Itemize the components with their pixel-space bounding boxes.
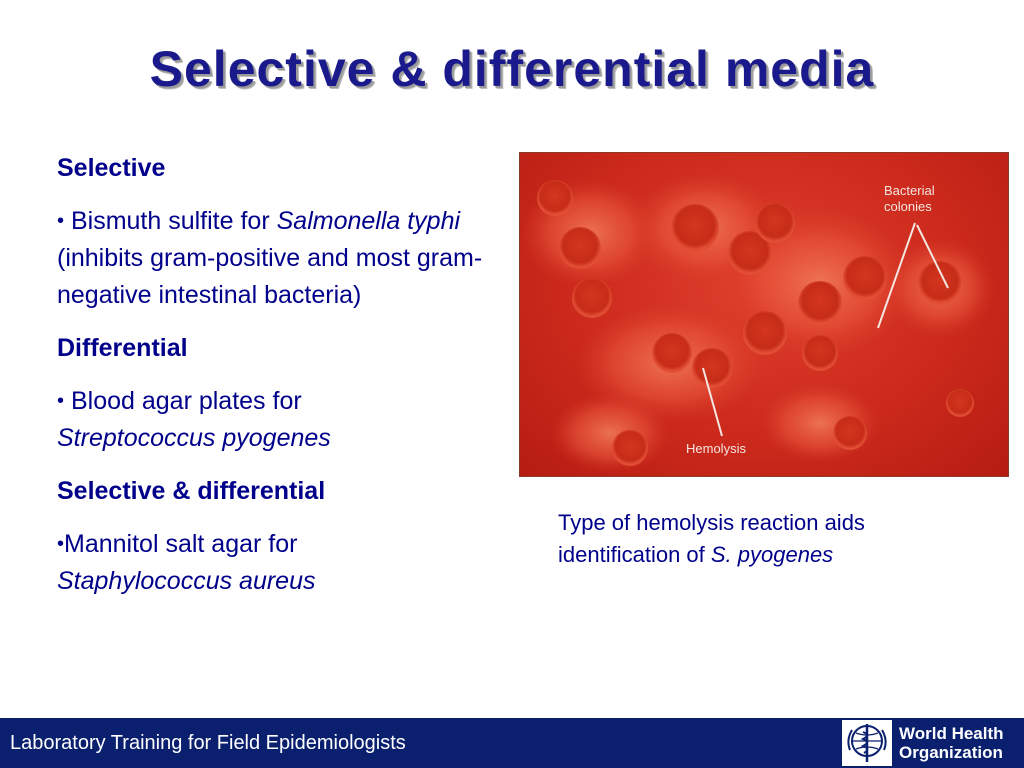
who-text-line1: World Health (899, 724, 1004, 743)
bullet-dot-icon: • (57, 533, 65, 555)
image-caption (558, 507, 978, 571)
organism-name: Salmonella typhi (276, 207, 461, 235)
who-emblem-icon (842, 720, 892, 766)
who-wordmark (899, 724, 1004, 762)
bullet-text: Mannitol salt agar for (64, 530, 298, 558)
caption-text: Type of hemolysis reaction aids identification of (558, 510, 865, 567)
footer-course-title: Laboratory Training for Field Epidemiologists (10, 732, 406, 754)
label-hemolysis: Hemolysis (686, 441, 746, 456)
content-column (57, 150, 507, 616)
footer-bar (0, 718, 1024, 768)
bullet-mannitol-salt (57, 526, 507, 600)
who-logo (842, 720, 1020, 766)
who-text-line2: Organization (899, 743, 1003, 762)
organism-name: Staphylococcus aureus (57, 567, 316, 595)
bullet-text: (inhibits gram-positive and most gram-negative intestinal bacteria) (57, 244, 483, 309)
blood-agar-photo (519, 152, 1009, 477)
caption-organism: S. pyogenes (710, 542, 834, 567)
bullet-dot-icon: • (57, 390, 65, 412)
heading-differential: Differential (57, 334, 188, 362)
heading-selective: Selective (57, 154, 166, 182)
bullet-bismuth-sulfite (57, 203, 507, 314)
heading-selective-differential: Selective & differential (57, 477, 326, 505)
bullet-text: Bismuth sulfite for (70, 207, 277, 235)
slide-title: Selective & differential media (149, 41, 875, 97)
organism-name: Streptococcus pyogenes (57, 424, 331, 452)
bullet-dot-icon: • (57, 210, 65, 232)
bullet-text: Blood agar plates for (70, 387, 302, 415)
label-bacterial-colonies: Bacterial colonies (884, 183, 935, 214)
bullet-blood-agar (57, 383, 507, 457)
